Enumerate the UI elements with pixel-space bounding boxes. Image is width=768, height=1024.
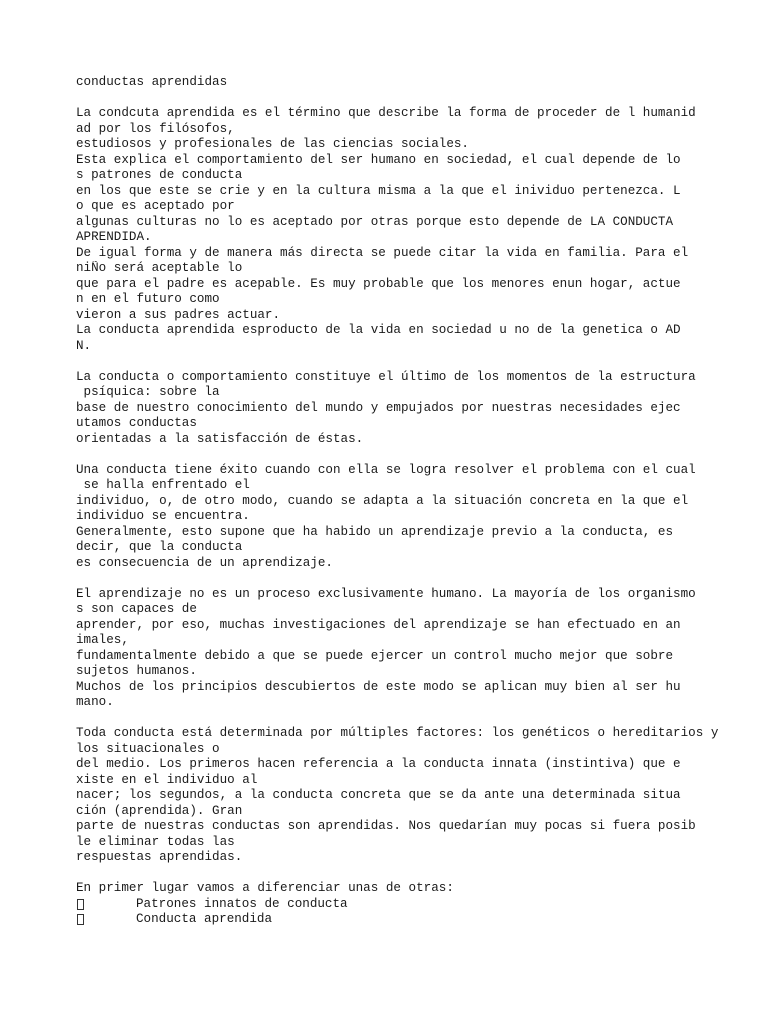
paragraph-line: La conducta aprendida esproducto de la vida en sociedad u no de la genetica o AD xyxy=(76,323,681,337)
paragraph-line: sujetos humanos. xyxy=(76,664,197,678)
paragraph-line: le eliminar todas las xyxy=(76,834,235,849)
paragraph-line: imales, xyxy=(76,633,129,647)
paragraph-line: individuo, o, de otro modo, cuando se adapta a la situación concreta en la que el xyxy=(76,493,689,508)
paragraph-line: utamos conductas xyxy=(76,416,197,430)
spacer xyxy=(76,866,728,882)
paragraph-line: mano. xyxy=(76,695,114,709)
paragraph-line: s patrones de conducta xyxy=(76,168,243,182)
paragraph-line: psíquica: sobre la xyxy=(76,385,220,399)
missing-glyph-bullet-icon xyxy=(76,897,136,913)
paragraph-line: o que es aceptado por xyxy=(76,199,235,213)
list-intro: En primer lugar vamos a diferenciar unas de otras: xyxy=(76,881,454,895)
paragraph-line: n en el futuro como xyxy=(76,292,220,306)
paragraph-line: los situacionales o xyxy=(76,741,220,756)
spacer xyxy=(76,711,728,727)
missing-glyph-bullet-icon xyxy=(76,912,136,928)
paragraph-line: se halla enfrentado el xyxy=(76,478,250,492)
paragraph-line: del medio. Los primeros hacen referencia a la conducta innata (instintiva) que e xyxy=(76,757,681,771)
paragraph-line: parte de nuestras conductas son aprendidas. Nos quedarían muy pocas si fuera posib xyxy=(76,819,696,833)
paragraph-line: El aprendizaje no es un proceso exclusivamente humano. La mayoría de los organismo xyxy=(76,586,696,601)
document-body xyxy=(76,106,728,928)
paragraph-line: Muchos de los principios descubiertos de este modo se aplican muy bien al ser hu xyxy=(76,679,681,694)
paragraph-line: vieron a sus padres actuar. xyxy=(76,307,281,322)
paragraph-line: La conducta o comportamiento constituye el último de los momentos de la estructura xyxy=(76,369,696,384)
paragraph-line: ción (aprendida). Gran xyxy=(76,803,243,818)
paragraph xyxy=(76,106,728,354)
paragraph-line: Generalmente, esto supone que ha habido un aprendizaje previo a la conducta, es xyxy=(76,524,674,539)
paragraph-line: De igual forma y de manera más directa se puede citar la vida en familia. Para el xyxy=(76,245,689,260)
paragraph-line: aprender, por eso, muchas investigaciones del aprendizaje se han efectuado en an xyxy=(76,617,681,632)
paragraph-line: es consecuencia de un aprendizaje. xyxy=(76,555,333,570)
paragraph-line: s son capaces de xyxy=(76,602,197,616)
list-item-label: Conducta aprendida xyxy=(136,912,273,926)
paragraph-line: orientadas a la satisfacción de éstas. xyxy=(76,431,364,446)
spacer xyxy=(76,571,728,587)
list-item xyxy=(76,912,728,928)
paragraph xyxy=(76,587,728,711)
paragraph xyxy=(76,370,728,448)
paragraph-line: decir, que la conducta xyxy=(76,540,243,554)
paragraph-line: ad por los filósofos, xyxy=(76,121,235,136)
paragraph xyxy=(76,726,728,866)
paragraph-line: base de nuestro conocimiento del mundo y empujados por nuestras necesidades ejec xyxy=(76,400,681,415)
spacer xyxy=(76,447,728,463)
paragraph-line: nacer; los segundos, a la conducta concreta que se da ante una determinada situa xyxy=(76,788,681,802)
paragraph-line: N. xyxy=(76,338,92,353)
paragraph-line: en los que este se crie y en la cultura misma a la que el inividuo pertenezca. L xyxy=(76,183,681,198)
paragraph-line: que para el padre es acepable. Es muy probable que los menores enun hogar, actue xyxy=(76,276,681,291)
list-item xyxy=(76,897,728,913)
paragraph-line: xiste en el individuo al xyxy=(76,772,258,787)
paragraph-line: Esta explica el comportamiento del ser humano en sociedad, el cual depende de lo xyxy=(76,152,681,167)
paragraph-line: estudiosos y profesionales de las ciencias sociales. xyxy=(76,137,469,151)
list-item-label: Patrones innatos de conducta xyxy=(136,896,348,911)
paragraph-line: niÑo será aceptable lo xyxy=(76,261,243,275)
document-title: conductas aprendidas xyxy=(76,75,228,89)
paragraph-line: APRENDIDA. xyxy=(76,230,152,244)
paragraph-line: Toda conducta está determinada por múltiples factores: los genéticos o hereditarios y xyxy=(76,726,719,740)
paragraph-line: La condcuta aprendida es el término que describe la forma de proceder de l humanid xyxy=(76,106,696,120)
paragraph-line: Una conducta tiene éxito cuando con ella se logra resolver el problema con el cual xyxy=(76,462,696,477)
paragraph-line: fundamentalmente debido a que se puede ejercer un control mucho mejor que sobre xyxy=(76,648,674,663)
paragraph xyxy=(76,463,728,572)
paragraph-line: individuo se encuentra. xyxy=(76,509,250,523)
paragraph-line: respuestas aprendidas. xyxy=(76,850,243,864)
paragraph-line: algunas culturas no lo es aceptado por otras porque esto depende de LA CONDUCTA xyxy=(76,214,674,229)
spacer xyxy=(76,354,728,370)
spacer xyxy=(76,91,728,107)
